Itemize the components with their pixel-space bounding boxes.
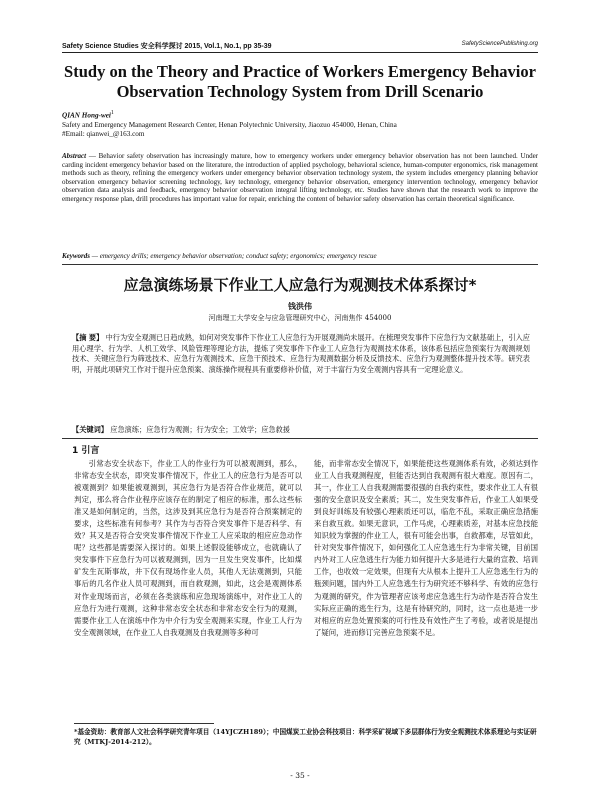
abstract-text: — Behavior safety observation has increasingly mature, how to emergency workers under emergency behavior observation has not been launched. Under carding incident emergency behavior based on the literature, the introduction of applied psychology, behavioral science, human-computer ergonomics, risk management methods such as theory, refining the emergency workers under emergency behavior observation technology system, the system includes emergency planning behavior observation emergency behavior screening technology, key technology, emergency behavior observation, emergency intervention technology, emergency behavior observation data analysis and feedback, emergency behavior observation integral lifting technology, etc. Studies have shown that the research work to improve the emergency response plan, drill procedures has important value for repair, enriching the content of behavior safety observation has certain theoretical significance. xyxy=(62,152,539,203)
body-paragraph-right: 能，而非常态安全情况下，如果能使这些观测体系有效，必须达到作业工人自我观测程度，但能否达到自我观测有很大难度。原因有二，其一，作业工人自我观测需要很强的自我约束性，要求作业工人有很强的安全意识及安全素质；其二，发生突发事件后，作业工人如果受到良好训练及有较强心理素质还可以，临危不乱，采取正确应急措施来自救互救。如果无意识，工作马虎，心理素质差，对基本应急技能知识较为掌握的作业工人，很有可能会出事，自救都难，尽管如此，针对突发事件情况下，如何强化工人应急逃生行为非常关键，目前国内外对工人应急逃生行为能力如何提升大多是进行大量的宣教、培训工作，也收效一定效果，但现有大从根本上提升工人应急逃生行为的瓶颈问题，国内外工人应急逃生行为研究还不够科学、有效的应急行为观测的研究，作为管理者应该考虑应急逃生行为动作是否符合发生实际应正确的逃生行为，这是有待研究的，同时，这一点也是进一步对相应的应急处置预案的可行性及有效性产生了考验，或者说是提出了疑问，进而修订完善应急预案不足。 xyxy=(314,459,538,637)
body-column-right xyxy=(314,458,538,639)
author-email: #Email: qianwei_@163.com xyxy=(62,130,145,139)
body-column-left xyxy=(74,458,302,639)
body-paragraph-left: 引常态安全状态下，作业工人的作业行为可以被观测到，那么，非常态安全状态，即突发事件情况下，作业工人的应急行为是否可以被观测到？如果能被观测到，其应急行为是否符合作业规范，就可以判定，那么将合作业程序应该存在的制定了相应的标准，那么这些标准又是如何制定的，当然，这涉及到其应急行为是否符合预案制定的要求，这些标准有何参考？其作为与否符合突发事件下是否科学、有效？其又是否符合安突发事件情况下作业工人应采取的相应应急动作呢？这些都是需要深入探讨的。如果上述假设能够成立，也就确认了突发事件下应急行为可以被观测到，因为一旦发生突发事件，比如煤矿发生瓦斯事故，井下仅有现场作业人员，其他人无法观测到，只能事后的几名作业人员可观测到，而自救观测，如此，这会是观测体系对作业现场而言，必须在各类演练和应急现场演练中，对作业工人的应急行为进行观测，这种非常态安全状态和非常态安全行为的观测，需要作业工人在演练中作为中介行为安全观测来实现，作业工人行为安全观测领域，在作业工人自我观测及自我观测等多种可 xyxy=(74,459,302,637)
chinese-keywords-rule xyxy=(62,438,538,439)
chinese-keywords-label: 【关键词】 xyxy=(72,425,108,434)
affiliation-en: Safety and Emergency Management Research Center, Henan Polytechnic University, Jiaozuo 454000, Henan, China xyxy=(62,120,397,129)
english-author-block xyxy=(62,109,538,140)
author-mark: 1 xyxy=(110,110,114,116)
funding-footnote: *基金资助：教育部人文社会科学研究青年项目（14YJCZH189）；中国煤炭工业协会科技项目：科学采矿视域下多层群体行为安全观测技术体系理论与实证研究（MTKJ-2014-212）。 xyxy=(74,728,537,746)
english-abstract xyxy=(62,152,538,204)
publisher-name: SafetySciencePublishing.org xyxy=(461,41,538,47)
header-rule xyxy=(62,52,538,53)
chinese-abstract-text: 中行为安全观测已日趋成熟，如何对突发事件下作业工人应急行为开展观测尚未展开。在梳理突发事件下应急行为文献基础上，引入应用心理学、行为学、人机工效学、风险管理等理论方法，提炼了突发事件下作业工人应急行为观测技术体系，该体系包括应急预案行为观测规划技术、关键应急行为筛选技术、应急行为观测技术、应急干预技术、应急行为观测数据分析及反馈技术、应急行为观测整体提升技术等。研究表明，开展此项研究工作对于提升应急预案、演练操作规程具有重要修补价值，对于丰富行为安全观测内容具有一定理论意义。 xyxy=(72,333,530,374)
abstract-label: Abstract xyxy=(62,152,87,160)
chinese-affiliation: 河南理工大学安全与应急管理研究中心，河南焦作 454000 xyxy=(208,314,392,322)
chinese-title: 应急演练场景下作业工人应急行为观测技术体系探讨* xyxy=(123,276,477,294)
chinese-keywords-text: 应急演练；应急行为观测；行为安全；工效学；应急救援 xyxy=(110,425,290,434)
chinese-keywords xyxy=(72,425,530,435)
english-keywords xyxy=(62,252,538,260)
keywords-rule xyxy=(62,264,538,265)
chinese-author: 钱洪伟 xyxy=(288,301,312,311)
page-number: - 35 - xyxy=(290,771,310,780)
section-heading: 1 引言 xyxy=(72,446,100,456)
running-header xyxy=(62,38,538,52)
chinese-abstract xyxy=(72,333,530,375)
keywords-text: — emergency drills; emergency behavior observation; conduct safety; ergonomics; emergency rescue xyxy=(91,252,377,260)
chinese-abstract-label: 【摘 要】 xyxy=(72,333,104,342)
keywords-label: Keywords xyxy=(62,252,90,260)
english-title: Study on the Theory and Practice of Workers Emergency Behavior Observation Technology System from Drill Scenario xyxy=(64,62,536,101)
footnote-rule xyxy=(74,723,214,724)
author-name-en: QIAN Hong-wei xyxy=(62,111,111,120)
journal-citation: Safety Science Studies 安全科学探讨 2015, Vol.1, No.1, pp 35-39 xyxy=(62,43,272,50)
